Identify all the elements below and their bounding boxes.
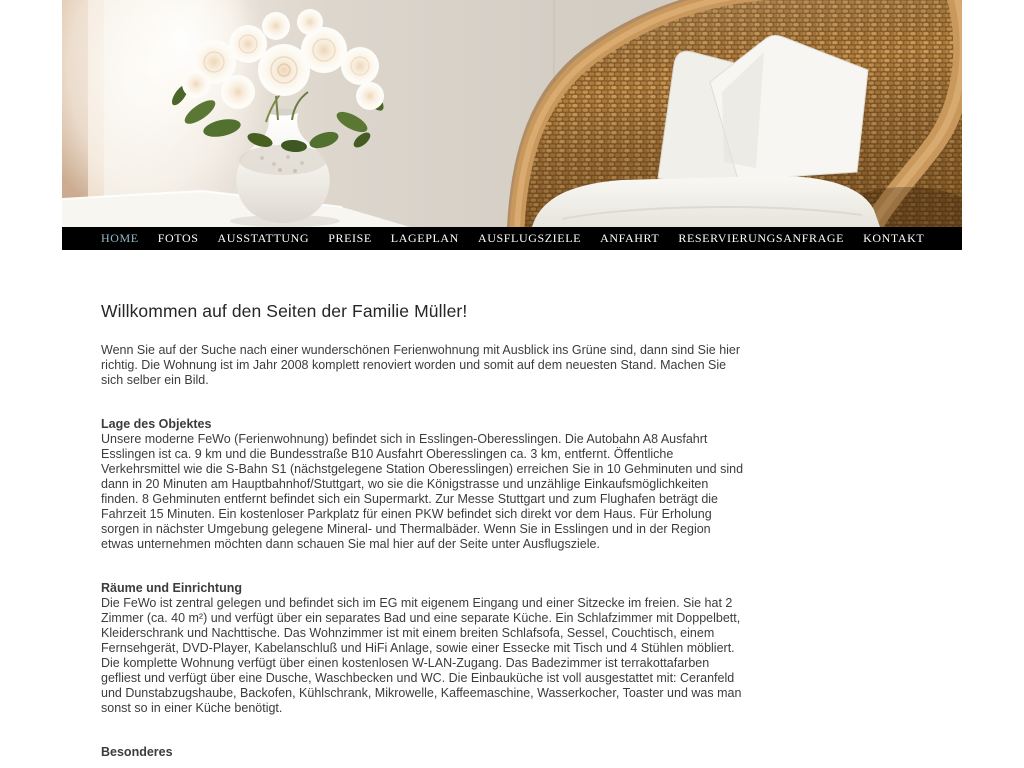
nav-item-home[interactable]: HOME bbox=[101, 231, 139, 245]
nav-item-fotos[interactable]: FOTOS bbox=[157, 231, 199, 245]
hero-photo bbox=[62, 0, 962, 227]
text-column bbox=[101, 343, 746, 760]
page-container bbox=[62, 0, 962, 760]
nav-item-ausflugsziele[interactable]: AUSFLUGSZIELE bbox=[477, 231, 582, 245]
hero-photo-illustration bbox=[62, 0, 962, 227]
main-navigation bbox=[62, 227, 962, 250]
nav-item-ausstattung[interactable]: AUSSTATTUNG bbox=[217, 231, 310, 245]
section-heading: Lage des Objektes bbox=[101, 417, 212, 431]
white-pillows bbox=[658, 36, 868, 188]
section-lage bbox=[101, 417, 746, 552]
intro-paragraph: Wenn Sie auf der Suche nach einer wunderschönen Ferienwohnung mit Ausblick ins Grüne sind, dann sind Sie hier richtig. Die Wohnung ist im Jahr 2008 komplett renoviert worden und somit auf dem neuesten Stand. Machen Sie sich selber ein Bild. bbox=[101, 343, 741, 387]
page-title: Willkommen auf den Seiten der Familie Müller! bbox=[101, 301, 468, 321]
section-besonderes bbox=[101, 745, 746, 760]
nav-item-lageplan[interactable]: LAGEPLAN bbox=[390, 231, 459, 245]
main-content bbox=[62, 250, 746, 760]
section-heading: Räume und Einrichtung bbox=[101, 581, 242, 595]
nav-item-reservierungsanfrage[interactable]: RESERVIERUNGSANFRAGE bbox=[678, 231, 845, 245]
nav-item-anfahrt[interactable]: ANFAHRT bbox=[600, 231, 660, 245]
section-raeume bbox=[101, 581, 746, 716]
nav-item-preise[interactable]: PREISE bbox=[328, 231, 372, 245]
section-body: Die FeWo ist zentral gelegen und befindet sich im EG mit eigenem Eingang und einer Sitzecke im freien. Sie hat 2 Zimmer (ca. 40 m²) und verfügt über ein separates Bad und eine separate Küche. Ein Schlafzimmer mit Doppelbett, Kleiderschrank und Nachttische. Das Wohnzimmer ist mit einem breiten Schlafsofa, Sessel, Couchtisch, einem Fernsehgerät, DVD-Player, Kabelanschluß und HiFi Anlage, sowie einer Essecke mit Tisch und 4 Stühlen möbliert. Die komplette Wohnung verfügt über einen kostenlosen W-LAN-Zugang. Das Badezimmer ist terrakottafarben gefliest und verfügt über eine Dusche, Waschbecken und WC. Die Einbauküche ist voll ausgestattet mit: Ceranfeld und Dunstabzugshaube, Backofen, Kühlschrank, Mikrowelle, Kaffeemaschine, Wasserkocher, Toaster und was man sonst so in einer Küche benötigt. bbox=[101, 596, 742, 715]
section-heading: Besonderes bbox=[101, 745, 173, 759]
section-body: Unsere moderne FeWo (Ferienwohnung) befindet sich in Esslingen-Oberesslingen. Die Autobahn A8 Ausfahrt Esslingen ist ca. 9 km und die Bundesstraße B10 Ausfahrt Oberesslingen ca. 3 km, entfernt. Öffentliche Verkehrsmittel wie die S-Bahn S1 (nächstgelegene Station Oberesslingen) erreichen Sie in 10 Gehminuten und sind dann in 20 Minuten am Hauptbahnhof/Stuttgart, wo sie die Königstrasse und unzählige Einkaufsmöglichkeiten finden. 8 Gehminuten entfernt befindet sich ein Supermarkt. Zur Messe Stuttgart und zum Flughafen beträgt die Fahrzeit 15 Minuten. Ein kostenloser Parkplatz für einen PKW befindet sich direkt vor dem Haus. Für Erholung sorgen in nächster Umgebung gelegene Mineral- und Thermalbäder. Wenn Sie in Esslingen und in der Region etwas unternehmen möchten dann schauen Sie mal hier auf der Seite unter Ausflugsziele. bbox=[101, 432, 744, 551]
nav-item-kontakt[interactable]: KONTAKT bbox=[863, 231, 925, 245]
